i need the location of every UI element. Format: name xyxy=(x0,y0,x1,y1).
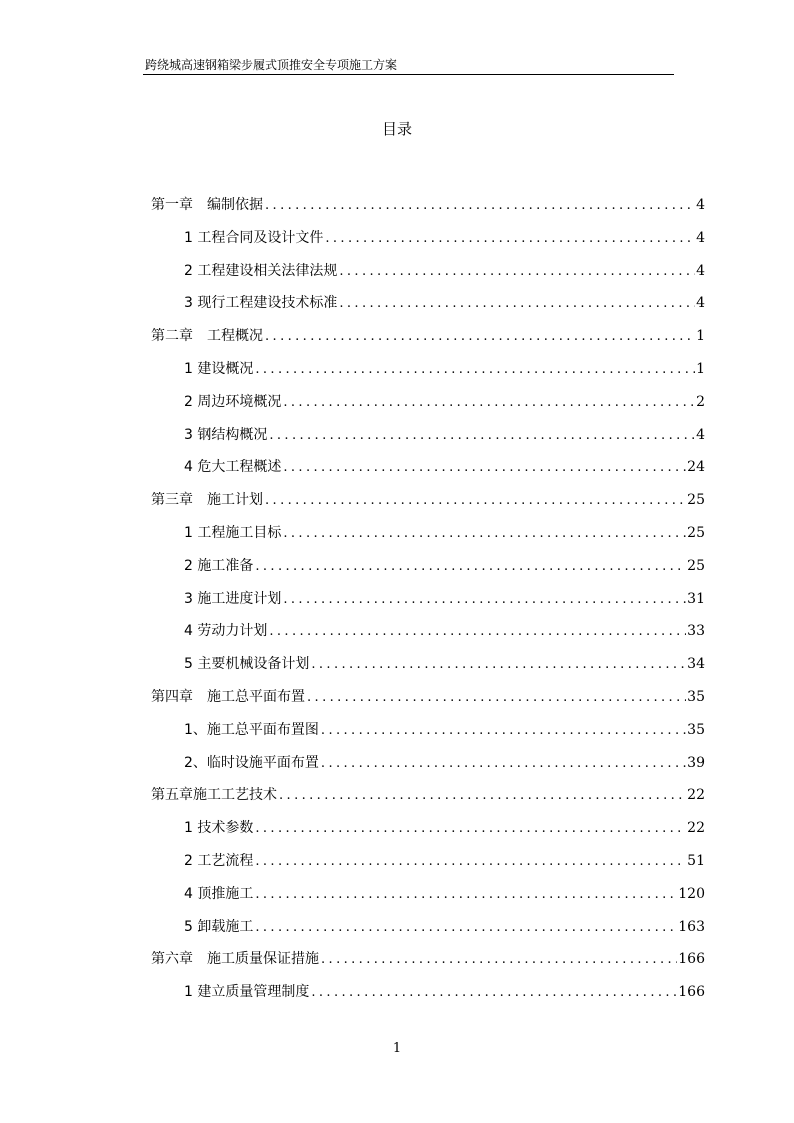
toc-entry-page-number: 34 xyxy=(687,656,705,673)
toc-entry-label: 第五章施工工艺技术 xyxy=(151,787,277,804)
toc-section-entry[interactable] xyxy=(184,883,705,905)
toc-dot-leader xyxy=(339,293,695,314)
toc-entry-label: 1 工程合同及设计文件 xyxy=(184,229,324,246)
toc-dot-leader xyxy=(269,425,695,446)
toc-section-entry[interactable] xyxy=(184,424,705,446)
toc-entry-label: 第六章 施工质量保证措施 xyxy=(151,951,319,968)
toc-dot-leader xyxy=(321,753,686,774)
toc-entry-page-number: 4 xyxy=(696,295,705,312)
toc-section-entry[interactable] xyxy=(184,522,705,544)
toc-dot-leader xyxy=(321,949,677,970)
toc-entry-page-number: 24 xyxy=(687,459,705,476)
toc-section-entry[interactable] xyxy=(184,456,705,478)
toc-entry-label: 3 施工进度计划 xyxy=(184,590,282,607)
toc-entry-page-number: 39 xyxy=(687,754,705,771)
toc-entry-page-number: 2 xyxy=(696,393,705,410)
toc-dot-leader xyxy=(311,654,686,675)
toc-entry-label: 2 周边环境概况 xyxy=(184,393,282,410)
toc-section-entry[interactable] xyxy=(184,981,705,1003)
toc-dot-leader xyxy=(283,523,686,544)
toc-entry-label: 5 主要机械设备计划 xyxy=(184,656,310,673)
toc-entry-page-number: 4 xyxy=(696,262,705,279)
toc-section-entry[interactable] xyxy=(184,555,705,577)
toc-entry-label: 第四章 施工总平面布置 xyxy=(151,689,305,705)
toc-dot-leader xyxy=(283,457,686,478)
toc-entry-label: 2、临时设施平面布置 xyxy=(184,754,319,771)
toc-entry-label: 1 建设概况 xyxy=(184,361,254,377)
toc-section-entry[interactable] xyxy=(184,653,705,675)
toc-dot-leader xyxy=(283,589,686,610)
toc-entry-label: 1 工程施工目标 xyxy=(184,525,282,541)
toc-section-entry[interactable] xyxy=(184,358,705,380)
toc-section-entry[interactable] xyxy=(184,916,705,938)
toc-dot-leader xyxy=(307,687,686,708)
toc-entry-page-number: 166 xyxy=(678,951,705,968)
toc-entry-label: 1 技术参数 xyxy=(184,820,254,837)
toc-entry-page-number: 22 xyxy=(687,787,705,804)
toc-dot-leader xyxy=(255,917,677,938)
toc-chapter-entry[interactable] xyxy=(151,686,705,708)
toc-entry-label: 3 现行工程建设技术标准 xyxy=(184,295,338,312)
toc-dot-leader xyxy=(255,851,686,872)
toc-section-entry[interactable] xyxy=(184,620,705,642)
toc-section-entry[interactable] xyxy=(184,391,705,413)
toc-entry-label: 2 工程建设相关法律法规 xyxy=(184,262,338,279)
toc-entry-page-number: 1 xyxy=(696,361,705,377)
running-header-title: 跨绕城高速钢箱梁步履式顶推安全专项施工方案 xyxy=(145,58,398,72)
toc-entry-label: 1、施工总平面布置图 xyxy=(184,721,319,738)
toc-entry-label: 2 工艺流程 xyxy=(184,853,254,869)
toc-entry-page-number: 51 xyxy=(687,853,705,869)
toc-dot-leader xyxy=(265,195,695,216)
toc-entry-page-number: 1 xyxy=(696,328,705,345)
toc-section-entry[interactable] xyxy=(184,850,705,872)
toc-entry-label: 3 钢结构概况 xyxy=(184,426,268,443)
toc-entry-label: 4 劳动力计划 xyxy=(184,623,268,640)
toc-dot-leader xyxy=(325,228,695,249)
toc-section-entry[interactable] xyxy=(184,292,705,314)
toc-entry-page-number: 35 xyxy=(687,689,705,705)
toc-chapter-entry[interactable] xyxy=(151,948,705,970)
toc-entry-page-number: 4 xyxy=(696,229,705,246)
toc-section-entry[interactable] xyxy=(184,260,705,282)
toc-entry-page-number: 166 xyxy=(678,984,705,1001)
toc-dot-leader xyxy=(255,359,695,380)
toc-entry-page-number: 25 xyxy=(687,492,705,509)
toc-entry-page-number: 31 xyxy=(687,590,705,607)
toc-entry-page-number: 4 xyxy=(696,197,705,213)
toc-entry-page-number: 35 xyxy=(687,721,705,738)
toc-entry-page-number: 4 xyxy=(696,426,705,443)
toc-entry-label: 4 顶推施工 xyxy=(184,885,254,902)
toc-section-entry[interactable] xyxy=(184,817,705,839)
toc-entry-label: 5 卸载施工 xyxy=(184,918,254,935)
toc-entry-label: 2 施工准备 xyxy=(184,557,254,574)
toc-dot-leader xyxy=(265,490,686,511)
toc-chapter-entry[interactable] xyxy=(151,194,705,216)
toc-dot-leader xyxy=(255,818,686,839)
toc-chapter-entry[interactable] xyxy=(151,325,705,347)
toc-entry-page-number: 120 xyxy=(678,885,705,902)
toc-section-entry[interactable] xyxy=(184,588,705,610)
toc-entry-page-number: 25 xyxy=(687,557,705,574)
toc-entry-page-number: 33 xyxy=(687,623,705,640)
toc-entry-label: 1 建立质量管理制度 xyxy=(184,984,310,1001)
toc-entry-label: 第二章 工程概况 xyxy=(151,328,263,345)
toc-chapter-entry[interactable] xyxy=(151,784,705,806)
toc-dot-leader xyxy=(255,884,677,905)
toc-dot-leader xyxy=(339,261,695,282)
toc-section-entry[interactable] xyxy=(184,719,705,741)
toc-dot-leader xyxy=(321,720,686,741)
toc-entry-label: 第三章 施工计划 xyxy=(151,492,263,509)
toc-dot-leader xyxy=(255,556,686,577)
toc-entry-page-number: 22 xyxy=(687,820,705,837)
toc-dot-leader xyxy=(283,392,695,413)
toc-entry-page-number: 163 xyxy=(678,918,705,935)
toc-dot-leader xyxy=(269,621,686,642)
toc-chapter-entry[interactable] xyxy=(151,489,705,511)
toc-entry-page-number: 25 xyxy=(687,525,705,541)
toc-dot-leader xyxy=(265,326,695,347)
toc-section-entry[interactable] xyxy=(184,752,705,774)
toc-section-entry[interactable] xyxy=(184,227,705,249)
toc-entry-label: 4 危大工程概述 xyxy=(184,459,282,476)
page-number: 1 xyxy=(392,1041,402,1056)
toc-entry-label: 第一章 编制依据 xyxy=(151,197,263,213)
running-header xyxy=(143,58,674,75)
toc-title: 目录 xyxy=(381,120,412,138)
toc-dot-leader xyxy=(311,982,677,1003)
toc-dot-leader xyxy=(279,785,686,806)
